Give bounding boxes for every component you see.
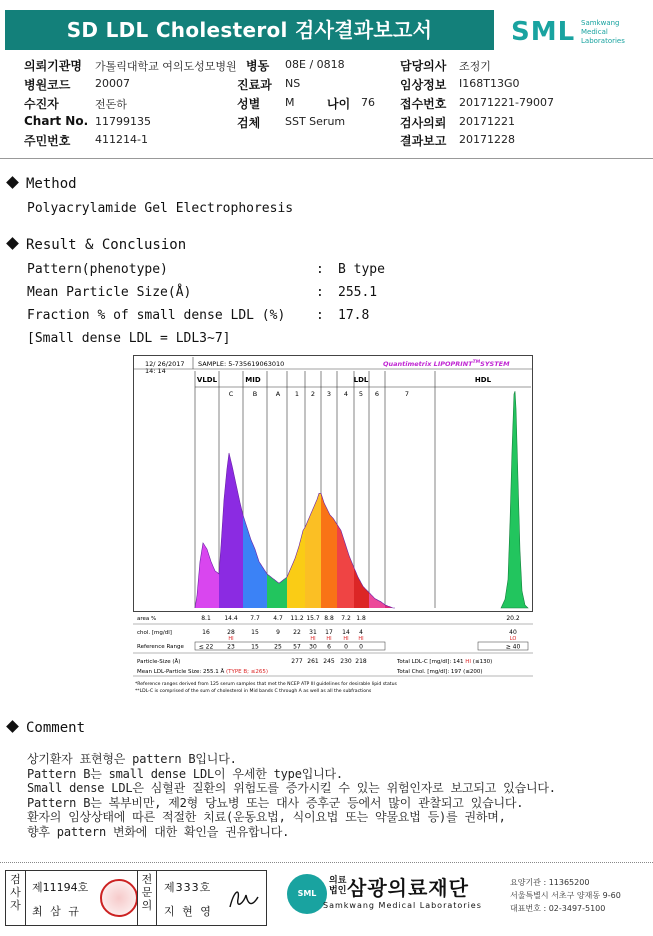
signature-icon bbox=[224, 881, 264, 917]
value-doctor: 조정기 bbox=[459, 60, 491, 73]
area-value: 7.7 bbox=[250, 615, 260, 622]
area-value: 4.7 bbox=[273, 615, 283, 622]
ref-value: 25 bbox=[274, 643, 282, 651]
row-label-area: area % bbox=[137, 616, 157, 622]
inspector-label: 검 사 자 bbox=[6, 871, 26, 925]
value-request-date: 20171221 bbox=[459, 115, 515, 128]
value-resident-no: 411214-1 bbox=[95, 133, 148, 146]
result-label-fraction: Fraction % of small dense LDL (%) bbox=[27, 308, 286, 323]
result-sep: : bbox=[316, 308, 324, 323]
label-clinical-info: 임상정보 bbox=[400, 78, 447, 92]
report-header bbox=[5, 10, 494, 50]
label-department: 진료과 bbox=[237, 78, 272, 92]
org-contact: 요양기관 : 11365200 서울특별시 서초구 양재동 9-60 대표번호 : 02-3497-5100 bbox=[510, 878, 621, 913]
comment-line: Pattern B는 small dense LDL이 우세한 type입니다. bbox=[27, 766, 343, 781]
total-chol: Total Chol. [mg/dl]: 197 (≤200) bbox=[397, 669, 483, 675]
result-sep: : bbox=[316, 285, 324, 300]
ref-value: 0 bbox=[359, 643, 363, 651]
specialist-license: 제333호 bbox=[164, 881, 212, 894]
lipoprint-svg bbox=[133, 355, 533, 700]
comment-line: 상기환자 표현형은 pattern B입니다. bbox=[27, 752, 237, 766]
region-label-hdl: HDL bbox=[474, 376, 492, 384]
region-label-ldl: LDL bbox=[353, 376, 369, 384]
inspector-name: 최 삼 규 bbox=[32, 905, 81, 918]
value-patient: 전돈하 bbox=[95, 98, 127, 111]
value-report-date: 20171228 bbox=[459, 133, 515, 146]
area-value: 8.8 bbox=[324, 615, 334, 622]
band-label-5: 5 bbox=[358, 390, 364, 398]
footnote-2: **LDL-C is comprised of the sum of cholesterol in Mid bands C through A as well as all the subfractions bbox=[135, 689, 372, 694]
organization-block bbox=[285, 868, 650, 928]
area-value: 8.1 bbox=[201, 615, 211, 622]
label-doctor: 담당의사 bbox=[400, 59, 447, 73]
chol-flag: HI bbox=[358, 636, 364, 642]
chol-value: 15 bbox=[251, 629, 259, 636]
comment-line: 환자의 임상상태에 따른 적절한 치료(운동요법, 식이요법 또는 약물요법 등)를 권하며, bbox=[27, 810, 506, 825]
result-label-size: Mean Particle Size(Å) bbox=[27, 285, 192, 300]
brand-tagline: Samkwang Medical Laboratories bbox=[581, 19, 625, 45]
diamond-bullet-icon bbox=[6, 720, 19, 733]
mean-ldl-size: Mean LDL-Particle Size: 255.1 Å (TYPE B; ≤265) bbox=[137, 669, 268, 675]
row-label-chol: chol. [mg/dl] bbox=[137, 630, 172, 636]
band-label-3: 3 bbox=[326, 390, 332, 398]
ref-box-left bbox=[195, 642, 385, 650]
ref-box-right bbox=[478, 642, 528, 650]
chol-value: 14 bbox=[342, 629, 350, 636]
comment-text bbox=[27, 752, 556, 840]
area-value: 1.8 bbox=[356, 615, 366, 622]
label-report-date: 결과보고 bbox=[400, 134, 447, 148]
comment-heading: Comment bbox=[8, 720, 85, 736]
row-label-size: Particle-Size (Å) bbox=[137, 659, 181, 665]
chol-flag: HI bbox=[343, 636, 349, 642]
value-chart-no: 11799135 bbox=[95, 115, 151, 128]
chol-value: 28 bbox=[227, 629, 235, 636]
comment-line: 향후 pattern 변화에 대한 확인을 권유합니다. bbox=[27, 824, 290, 839]
band-label-B: B bbox=[252, 390, 258, 398]
inspector-license: 제11194호 bbox=[32, 881, 89, 894]
area-value: 7.2 bbox=[341, 615, 351, 622]
specialist-name: 지 현 영 bbox=[164, 905, 213, 918]
chol-value: 17 bbox=[325, 629, 333, 636]
chart-date: 12/ 26/2017 bbox=[145, 360, 185, 368]
value-sex: M bbox=[285, 96, 295, 109]
particle-size-value: 245 bbox=[323, 658, 335, 665]
value-age: 76 bbox=[361, 96, 375, 109]
chol-flag: HI bbox=[326, 636, 332, 642]
chart-system: Quantimetrix LIPOPRINT™SYSTEM bbox=[383, 360, 510, 368]
label-age: 나이 bbox=[327, 97, 351, 111]
row-label-ref: Reference Range bbox=[137, 644, 184, 650]
label-request-date: 검사의뢰 bbox=[400, 116, 447, 130]
ref-value: 57 bbox=[293, 643, 301, 651]
result-value-size: 255.1 bbox=[338, 285, 378, 300]
brand-logo bbox=[511, 15, 647, 49]
label-specimen: 검체 bbox=[237, 116, 261, 130]
band-label-C: C bbox=[228, 390, 234, 398]
area-value: 11.2 bbox=[290, 615, 304, 622]
diamond-bullet-icon bbox=[6, 237, 19, 250]
label-chart-no: Chart No. bbox=[24, 114, 89, 128]
band-label-A: A bbox=[275, 390, 281, 398]
label-resident-no: 주민번호 bbox=[24, 134, 71, 148]
chol-flag: HI bbox=[228, 636, 234, 642]
specialist-label: 전 문 의 bbox=[137, 871, 157, 925]
value-specimen: SST Serum bbox=[285, 115, 346, 128]
org-name: 삼광의료재단 bbox=[347, 876, 469, 900]
diamond-bullet-icon bbox=[6, 176, 19, 189]
particle-size-value: 230 bbox=[340, 658, 352, 665]
area-value: 20.2 bbox=[506, 615, 520, 622]
value-ward: 08E / 0818 bbox=[285, 58, 345, 71]
chol-value: 4 bbox=[359, 629, 363, 636]
method-heading: Method bbox=[8, 176, 77, 192]
region-label-vldl: VLDL bbox=[196, 376, 218, 384]
ref-value: ≤ 22 bbox=[198, 643, 214, 651]
sml-circle-logo-icon: SML bbox=[287, 874, 327, 914]
chart-time: 14: 14 bbox=[145, 367, 166, 375]
chol-value: 31 bbox=[309, 629, 317, 636]
area-value: 14.4 bbox=[224, 615, 238, 622]
result-heading: Result & Conclusion bbox=[8, 237, 186, 253]
chol-flag: LO bbox=[509, 636, 517, 642]
method-text: Polyacrylamide Gel Electrophoresis bbox=[27, 201, 294, 216]
patient-info bbox=[0, 55, 653, 155]
particle-size-value: 277 bbox=[291, 658, 303, 665]
value-department: NS bbox=[285, 77, 301, 90]
particle-size-value: 261 bbox=[307, 658, 319, 665]
chol-value: 9 bbox=[276, 629, 280, 636]
info-divider bbox=[0, 158, 653, 159]
comment-line: Pattern B는 복부비만, 제2형 당뇨병 또는 대사 증후군 등에서 많이 관찰되고 있습니다. bbox=[27, 795, 524, 810]
result-sep: : bbox=[316, 262, 324, 277]
ref-value: 0 bbox=[344, 643, 348, 651]
total-ldl: Total LDL-C [mg/dl]: 141 HI (≤130) bbox=[397, 659, 493, 665]
value-institution: 가톨릭대학교 여의도성모병원 bbox=[95, 60, 237, 73]
band-label-1: 1 bbox=[294, 390, 300, 398]
lipoprint-chart bbox=[133, 355, 533, 700]
band-label-2: 2 bbox=[310, 390, 316, 398]
label-receipt-no: 접수번호 bbox=[400, 97, 447, 111]
report-title: SD LDL Cholesterol 검사결과보고서 bbox=[66, 18, 433, 42]
ref-value: 30 bbox=[309, 643, 317, 651]
label-ward: 병동 bbox=[246, 59, 270, 73]
band-label-7: 7 bbox=[404, 390, 410, 398]
footnote-1: *Reference ranges derived from 125 serum samples that met the NCEP ATP III guidelines for desirable lipid status bbox=[135, 682, 397, 687]
org-english-name: Samkwang Medical Laboratories bbox=[323, 901, 482, 910]
result-label-pattern: Pattern(phenotype) bbox=[27, 262, 168, 277]
label-institution: 의뢰기관명 bbox=[24, 59, 82, 73]
band-label-4: 4 bbox=[343, 390, 349, 398]
label-hospital-code: 병원코드 bbox=[24, 78, 71, 92]
band-label-6: 6 bbox=[374, 390, 380, 398]
value-hospital-code: 20007 bbox=[95, 77, 130, 90]
chol-value: 16 bbox=[202, 629, 210, 636]
particle-size-value: 218 bbox=[355, 658, 367, 665]
area-value: 15.7 bbox=[306, 615, 320, 622]
label-sex: 성별 bbox=[237, 97, 261, 111]
comment-line: Small dense LDL은 심혈관 질환의 위험도를 증가시킬 수 있는 위험인자로 보고되고 있습니다. bbox=[27, 781, 556, 796]
result-note: [Small dense LDL = LDL3~7] bbox=[27, 331, 231, 346]
value-clinical-info: I168T13G0 bbox=[459, 77, 520, 90]
seal-stamp-icon bbox=[100, 879, 138, 917]
region-label-mid: MID bbox=[245, 376, 261, 384]
org-prefix: 의료 법인 bbox=[329, 876, 347, 896]
footer-divider bbox=[0, 862, 653, 863]
ref-value: 6 bbox=[327, 643, 331, 651]
sml-logo: SML bbox=[511, 17, 576, 47]
value-receipt-no: 20171221-79007 bbox=[459, 96, 554, 109]
chol-flag: HI bbox=[310, 636, 316, 642]
ref-value: ≥ 40 bbox=[505, 643, 521, 651]
result-value-fraction: 17.8 bbox=[338, 308, 370, 323]
ref-value: 15 bbox=[251, 643, 259, 651]
fraction-table bbox=[133, 615, 533, 694]
chart-sample: SAMPLE: 5-735619063010 bbox=[198, 360, 285, 368]
signature-box bbox=[5, 870, 267, 926]
chol-value: 40 bbox=[509, 629, 517, 636]
ref-value: 23 bbox=[227, 643, 235, 651]
label-patient: 수진자 bbox=[24, 97, 59, 111]
result-value-pattern: B type bbox=[338, 262, 385, 277]
chol-value: 22 bbox=[293, 629, 301, 636]
